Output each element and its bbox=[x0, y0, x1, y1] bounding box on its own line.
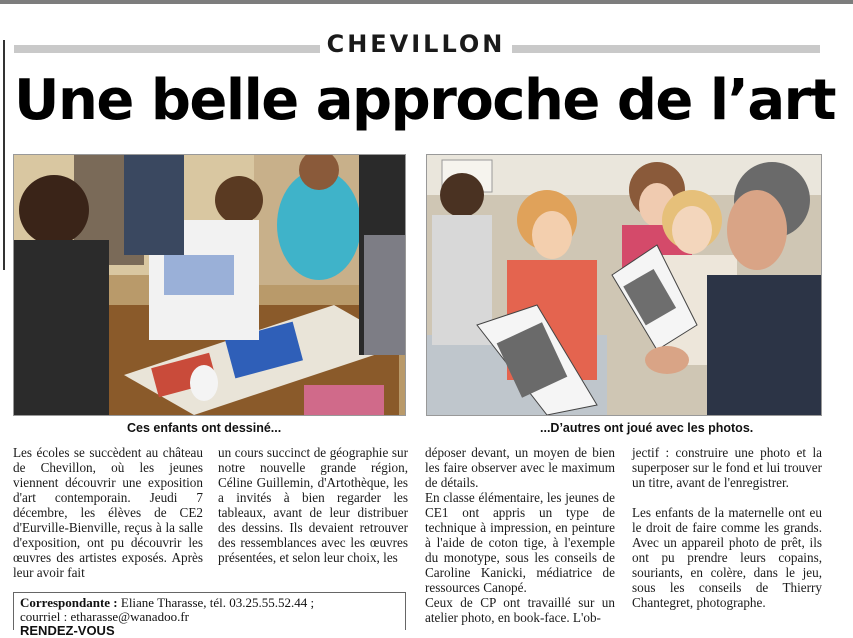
paragraph: En classe élémentaire, les jeunes de CE1 ont appris un type de technique à impression, en peinture à l'aide de coton tige, à l'exemple du monotype, sous les conseils de Caroline Kanicki, médiatrice de ressources Canopé. bbox=[425, 490, 615, 595]
article-column-1 bbox=[13, 445, 203, 580]
kicker-rule-right bbox=[512, 45, 820, 53]
caption-right: ...D’autres ont joué avec les photos. bbox=[540, 421, 754, 435]
paragraph: jectif : construire une photo et la superposer sur le fond et lui trouver un titre, avant de l'enregistrer. bbox=[632, 445, 822, 490]
paragraph: un cours succinct de géographie sur notre nouvelle grande région, Céline Guillemin, d'Artothèque, les a invités à bien regarder les tableaux, avant de leur distribuer des dessins. Ils devaient retrouver des ressemblances avec les œuvres présentées, et selon leur choix, les bbox=[218, 445, 408, 565]
paragraph: Les écoles se succèdent au château de Chevillon, où les jeunes viennent découvrir une exposition d'art contemporain. Jeudi 7 décembre, les élèves de CE2 d'Eurville-Bienville, reçus à la salle d'exposition, ont pu découvrir les œuvres des artistes exposés. Après leur avoir fait bbox=[13, 445, 203, 580]
paragraph: Ceux de CP ont travaillé sur un atelier photo, en book-face. L'ob- bbox=[425, 595, 615, 625]
correspondent-label: Correspondante : bbox=[20, 595, 118, 610]
left-rule bbox=[3, 40, 5, 270]
correspondent-line bbox=[20, 596, 399, 610]
paragraph: déposer devant, un moyen de bien les faire observer avec le maximum de détails. bbox=[425, 445, 615, 490]
rendez-vous-heading: RENDEZ-VOUS bbox=[20, 623, 115, 638]
kicker-rule-left bbox=[14, 45, 320, 53]
section-kicker: CHEVILLON bbox=[326, 30, 506, 58]
article-column-3 bbox=[425, 445, 615, 625]
article-column-4 bbox=[632, 445, 822, 610]
article-column-2 bbox=[218, 445, 408, 565]
caption-left: Ces enfants ont dessiné... bbox=[127, 421, 282, 435]
top-border bbox=[0, 0, 853, 4]
correspondent-email: courriel : etharasse@wanadoo.fr bbox=[20, 609, 189, 624]
photo-children-photos bbox=[426, 154, 822, 416]
photo-children-drawing bbox=[13, 154, 406, 416]
headline: Une belle approche de l’art bbox=[14, 68, 836, 133]
correspondent-text: Eliane Tharasse, tél. 03.25.55.52.44 ; bbox=[120, 595, 315, 610]
correspondent-box bbox=[13, 592, 406, 638]
paragraph: Les enfants de la maternelle ont eu le droit de faire comme les grands. Avec un appareil photo de prêt, ils ont pu prendre leurs copains, souriants, en colère, dans le jeu, sous les conseils de Thierry Chantegret, photographe. bbox=[632, 505, 822, 610]
